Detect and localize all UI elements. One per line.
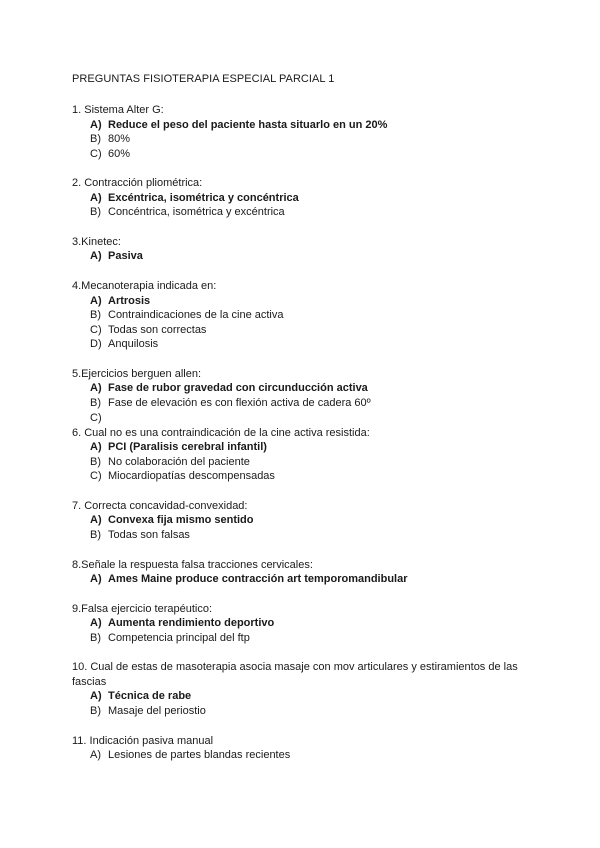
answer-option [72,205,532,220]
question-text: 3.Kinetec: [72,235,121,248]
answer-options [72,689,532,718]
question-item [72,660,532,718]
answer-options [72,191,532,220]
option-letter: B) [90,529,101,541]
option-text: Concéntrica, isométrica y excéntrica [108,206,285,219]
answer-options [72,440,532,484]
option-text: Fase de rubor gravedad con circunducción activa [108,382,368,395]
question-item [72,602,532,646]
option-letter: A) [90,250,102,263]
question-item [72,176,532,220]
option-letter: A) [90,514,102,527]
option-text: 60% [108,147,131,160]
question-list [72,103,532,778]
option-letter: B) [90,309,101,322]
option-letter: A) [90,118,102,131]
answer-options [72,513,532,542]
answer-option [72,308,532,323]
answer-option-correct [72,572,532,587]
question-text: 2. Contracción pliométrica: [72,177,203,190]
answer-option [72,469,532,484]
option-text: No colaboración del paciente [108,455,250,468]
answer-option-correct [72,294,532,309]
option-text: Reduce el peso del paciente hasta situarlo en un 20% [108,118,388,131]
option-letter: C) [90,323,102,336]
option-text: Convexa fija mismo sentido [108,514,254,527]
question-text: 10. Cual de estas de masoterapia asocia masaje con mov articulares y estiramientos de las fascias [72,661,518,688]
question-text: 1. Sistema Alter G: [72,104,164,116]
answer-options [72,616,532,645]
option-text: Pasiva [108,250,143,263]
option-text: Masaje del periostio [108,704,206,717]
answer-options [72,294,532,352]
option-text: Ames Maine produce contracción art temporomandibular [108,573,408,586]
option-letter: B) [90,206,101,219]
option-text: Miocardiopatías descompensadas [108,470,275,483]
answer-option-correct [72,118,532,133]
option-letter: C) [90,411,102,424]
option-letter: A) [90,617,102,630]
question-item [72,499,532,543]
option-letter: C) [90,470,102,483]
option-text: Competencia principal del ftp [108,631,250,644]
option-text: Todas son correctas [108,323,207,336]
answer-option-correct [72,191,532,206]
option-letter: C) [90,147,102,160]
option-letter: A) [90,441,102,454]
option-text: Contraindicaciones de la cine activa [108,309,284,322]
option-letter: B) [90,704,101,717]
answer-option [72,396,532,411]
option-letter: A) [90,191,102,204]
answer-options [72,249,532,264]
option-text: 80% [108,133,131,146]
option-text: Aumenta rendimiento deportivo [108,617,275,630]
answer-option-correct [72,381,532,396]
answer-options [72,748,532,763]
answer-option [72,631,532,646]
question-text: 11. Indicación pasiva manual [72,734,214,747]
option-text: Todas son falsas [108,529,190,541]
question-item [72,558,532,587]
answer-option [72,132,532,147]
document-title: PREGUNTAS FISIOTERAPIA ESPECIAL PARCIAL 1 [72,73,335,85]
option-text: Excéntrica, isométrica y concéntrica [108,191,299,204]
question-text: 5.Ejercicios berguen allen: [72,367,202,380]
option-text: Artrosis [108,294,151,307]
question-text: 8.Señale la respuesta falsa tracciones cervicales: [72,558,313,571]
answer-option-correct [72,689,532,704]
question-item [72,235,532,264]
option-text: PCI (Paralisis cerebral infantil) [108,441,267,454]
option-letter: A) [90,294,102,307]
option-letter: B) [90,455,101,468]
option-letter: A) [90,749,101,762]
answer-options [72,118,532,162]
option-letter: D) [90,338,102,351]
question-text: 4.Mecanoterapia indicada en: [72,280,217,293]
option-text: Lesiones de partes blandas recientes [108,749,291,762]
answer-option [72,147,532,162]
question-item [72,279,532,352]
answer-option-correct [72,616,532,631]
answer-option [72,337,532,352]
option-letter: A) [90,573,102,586]
question-text: 6. Cual no es una contraindicación de la cine activa resistida: [72,426,370,439]
answer-options [72,381,532,424]
question-text: 7. Correcta concavidad-convexidad: [72,499,248,512]
answer-options [72,572,532,587]
answer-option [72,528,532,543]
answer-option [72,455,532,470]
answer-option-correct [72,440,532,455]
option-text: Anquilosis [108,338,159,351]
option-letter: B) [90,631,101,644]
answer-option-correct [72,249,532,264]
answer-option [72,704,532,719]
question-item [72,367,532,424]
option-letter: A) [90,690,102,703]
option-text: Técnica de rabe [108,690,192,703]
question-item [72,103,532,161]
option-letter: A) [90,382,102,395]
answer-option [72,748,532,763]
question-text: 9.Falsa ejercicio terapéutico: [72,602,213,615]
option-letter: B) [90,133,101,146]
answer-option [72,323,532,338]
option-letter: B) [90,397,101,410]
option-text: Fase de elevación es con flexión activa de cadera 60º [108,397,371,410]
question-item [72,734,532,763]
question-item [72,426,532,484]
answer-option-correct [72,513,532,528]
